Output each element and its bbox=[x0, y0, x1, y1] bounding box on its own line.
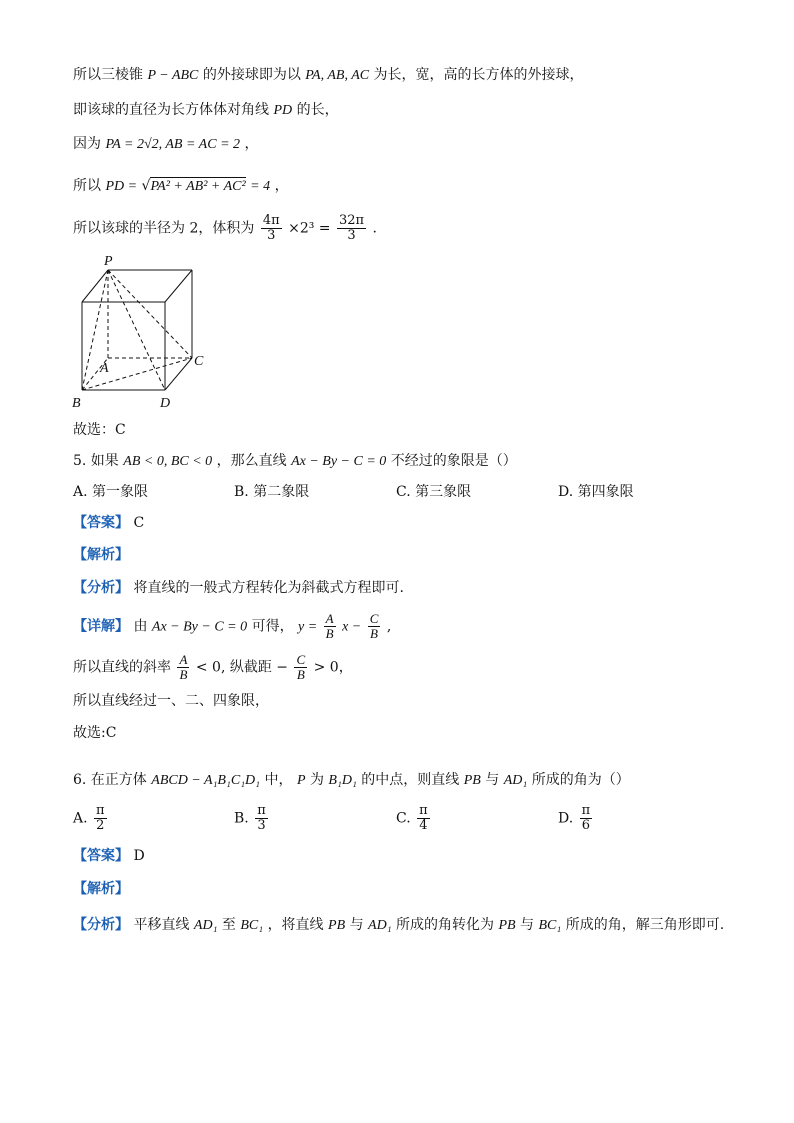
fraction-numerator: C bbox=[369, 611, 379, 626]
text: 所以 bbox=[73, 178, 101, 194]
edge bbox=[165, 358, 192, 390]
answer-line-q4: 故选：C bbox=[73, 422, 126, 438]
text: 至 bbox=[221, 917, 236, 933]
solution-line-1 bbox=[73, 65, 584, 86]
text: 平移直线 bbox=[133, 917, 190, 933]
q5-analysis-tag bbox=[73, 545, 129, 565]
math-expression: B₁D₁ bbox=[328, 773, 357, 788]
math-expression: PD bbox=[273, 103, 293, 118]
detail-tag: 【详解】 bbox=[73, 618, 129, 635]
fraction-denominator: 3 bbox=[257, 818, 266, 833]
fraction-denominator: 3 bbox=[267, 228, 276, 243]
math-expression: AD₁ bbox=[368, 918, 392, 933]
math-expression: y = bbox=[298, 619, 318, 635]
solution-line-3 bbox=[73, 134, 258, 155]
q6-analysis-tag bbox=[73, 879, 129, 899]
fraction-denominator: 3 bbox=[347, 228, 356, 243]
q6-answer bbox=[73, 846, 145, 866]
fraction-numerator: 4π bbox=[262, 213, 280, 228]
fraction-denominator: 4 bbox=[419, 818, 428, 833]
text: 因为 bbox=[73, 136, 101, 152]
text: 即该球的直径为长方体体对角线 bbox=[73, 102, 269, 118]
q5-conclusion: 故选:C bbox=[73, 725, 117, 741]
math-expression: PB bbox=[463, 773, 481, 788]
fraction bbox=[368, 612, 381, 641]
label-d: D bbox=[160, 396, 171, 411]
analysis-tag: 【解析】 bbox=[73, 881, 129, 897]
fraction-denominator: 2 bbox=[96, 818, 105, 833]
q5-detail bbox=[73, 612, 391, 641]
math-expression: P − ABC bbox=[147, 68, 199, 83]
text: ， bbox=[274, 178, 289, 194]
text: 与 bbox=[520, 917, 535, 933]
text: 5. 如果 bbox=[73, 453, 119, 469]
math-expression: PA = 2√2, AB = AC = 2 bbox=[105, 137, 241, 152]
fraction bbox=[294, 653, 307, 682]
math-expression: ×2³ = bbox=[288, 220, 331, 237]
answer-tag: 【答案】 bbox=[73, 515, 129, 531]
fraction-denominator: B bbox=[179, 667, 188, 682]
math-expression: AD₁ bbox=[193, 918, 218, 933]
math-radicand: PA² + AB² + AC² bbox=[150, 179, 246, 194]
fraction bbox=[255, 804, 268, 833]
q5-option-b: B. 第二象限 bbox=[234, 484, 310, 500]
math-expression: Ax − By − C = 0 bbox=[151, 619, 248, 635]
math-expression: AD₁ bbox=[503, 773, 528, 788]
q6-fenxi bbox=[73, 915, 724, 936]
text: 所成的角，解三角形即可. bbox=[565, 917, 725, 933]
q6-option-a bbox=[73, 804, 109, 833]
fraction bbox=[261, 214, 282, 243]
text: 与 bbox=[349, 917, 364, 933]
math-expression: Ax − By − C = 0 bbox=[291, 454, 387, 469]
text: , bbox=[386, 618, 392, 635]
text: 不经过的象限是（） bbox=[390, 453, 517, 469]
fraction-numerator: π bbox=[419, 803, 428, 818]
fraction-denominator: B bbox=[296, 667, 305, 682]
text: . bbox=[372, 220, 377, 237]
math-expression: P bbox=[296, 773, 306, 788]
label-c: C bbox=[194, 354, 204, 369]
text: 所以三棱锥 bbox=[73, 67, 143, 83]
hidden-edge bbox=[82, 358, 192, 390]
text: 中， bbox=[264, 772, 293, 788]
math-expression: PB bbox=[328, 918, 346, 933]
fraction bbox=[94, 804, 107, 833]
hidden-edge bbox=[108, 270, 192, 358]
analysis-tag: 【解析】 bbox=[73, 547, 129, 563]
math-expression: BC₁ bbox=[240, 918, 264, 933]
text: 所成的角转化为 bbox=[396, 917, 495, 933]
edge bbox=[165, 270, 192, 302]
math-expression: x − bbox=[342, 619, 362, 635]
q5-slope-line bbox=[73, 653, 353, 682]
text: 所成的角为（） bbox=[531, 772, 630, 788]
math-expression: > 0， bbox=[313, 659, 353, 676]
text: 所以直线的斜率 bbox=[73, 659, 171, 676]
fraction bbox=[177, 653, 189, 682]
cuboid-pyramid-figure bbox=[70, 252, 220, 412]
fraction-numerator: C bbox=[296, 652, 306, 667]
fraction bbox=[580, 804, 593, 833]
text: 将直线的一般式方程转化为斜截式方程即可. bbox=[133, 580, 404, 596]
answer-tag: 【答案】 bbox=[73, 848, 129, 864]
text: 为 bbox=[309, 772, 324, 788]
q5-option-d: D. 第四象限 bbox=[558, 484, 634, 500]
label-b: B bbox=[72, 396, 81, 411]
q5-pass-line: 所以直线经过一、二、四象限， bbox=[73, 693, 269, 709]
option-letter: C. bbox=[396, 810, 411, 827]
math-expression: AB < 0, BC < 0 bbox=[123, 454, 213, 469]
text: 6. 在正方体 bbox=[73, 772, 147, 788]
text: ，那么直线 bbox=[216, 453, 287, 469]
fraction bbox=[417, 804, 430, 833]
label-p: P bbox=[104, 254, 113, 269]
text: 为长，宽，高的长方体的外接球， bbox=[373, 67, 584, 83]
text: 的外接球即为以 bbox=[202, 67, 301, 83]
text: 的长， bbox=[296, 102, 339, 118]
q6-option-d bbox=[558, 804, 594, 833]
text: 所以该球的半径为 2，体积为 bbox=[73, 220, 255, 237]
option-letter: D. bbox=[558, 810, 574, 827]
text: 由 bbox=[133, 618, 148, 635]
fraction bbox=[337, 214, 366, 243]
math-expression: BC₁ bbox=[538, 918, 562, 933]
fraction bbox=[324, 612, 336, 641]
solution-line-4: 所以 PD = √PA² + AB² + AC² = 4 ， bbox=[73, 178, 289, 194]
answer-value: C bbox=[133, 515, 145, 531]
fraction-numerator: A bbox=[179, 652, 188, 667]
text: ， bbox=[244, 136, 259, 152]
math-expression: < 0, 纵截距 − bbox=[195, 659, 289, 676]
math-expression: = 4 bbox=[250, 179, 271, 194]
fraction-numerator: π bbox=[257, 803, 266, 818]
text: 的中点，则直线 bbox=[361, 772, 460, 788]
q5-answer bbox=[73, 513, 144, 533]
label-a: A bbox=[100, 361, 109, 376]
text: ，将直线 bbox=[267, 917, 324, 933]
math-expression: PA, AB, AC bbox=[305, 68, 370, 83]
solution-line-2 bbox=[73, 100, 339, 121]
fraction-numerator: π bbox=[581, 803, 591, 818]
solution-line-5 bbox=[73, 214, 377, 243]
fraction-denominator: 6 bbox=[581, 818, 591, 833]
option-letter: A. bbox=[73, 810, 88, 827]
fenxi-tag: 【分析】 bbox=[73, 580, 129, 596]
q6-option-b bbox=[234, 804, 270, 833]
q5-option-c: C. 第三象限 bbox=[396, 484, 472, 500]
hidden-edge bbox=[108, 270, 165, 390]
question-5-stem bbox=[73, 451, 517, 472]
text: 与 bbox=[485, 772, 500, 788]
math-expression: PB bbox=[498, 918, 516, 933]
q6-option-c bbox=[396, 804, 432, 833]
math-expression: ABCD − A₁B₁C₁D₁ bbox=[151, 773, 261, 788]
option-letter: B. bbox=[234, 810, 249, 827]
question-6-stem bbox=[73, 770, 630, 791]
fraction-numerator: π bbox=[96, 803, 105, 818]
text: 可得， bbox=[251, 618, 294, 635]
q5-option-a: A. 第一象限 bbox=[73, 484, 149, 500]
fenxi-tag: 【分析】 bbox=[73, 917, 129, 933]
fraction-denominator: B bbox=[325, 626, 334, 641]
fraction-denominator: B bbox=[370, 626, 378, 641]
fraction-numerator: 32π bbox=[338, 213, 365, 228]
answer-value: D bbox=[133, 848, 145, 864]
math-expression: PD = bbox=[105, 179, 138, 194]
q5-fenxi bbox=[73, 578, 404, 598]
fraction-numerator: A bbox=[325, 611, 334, 626]
